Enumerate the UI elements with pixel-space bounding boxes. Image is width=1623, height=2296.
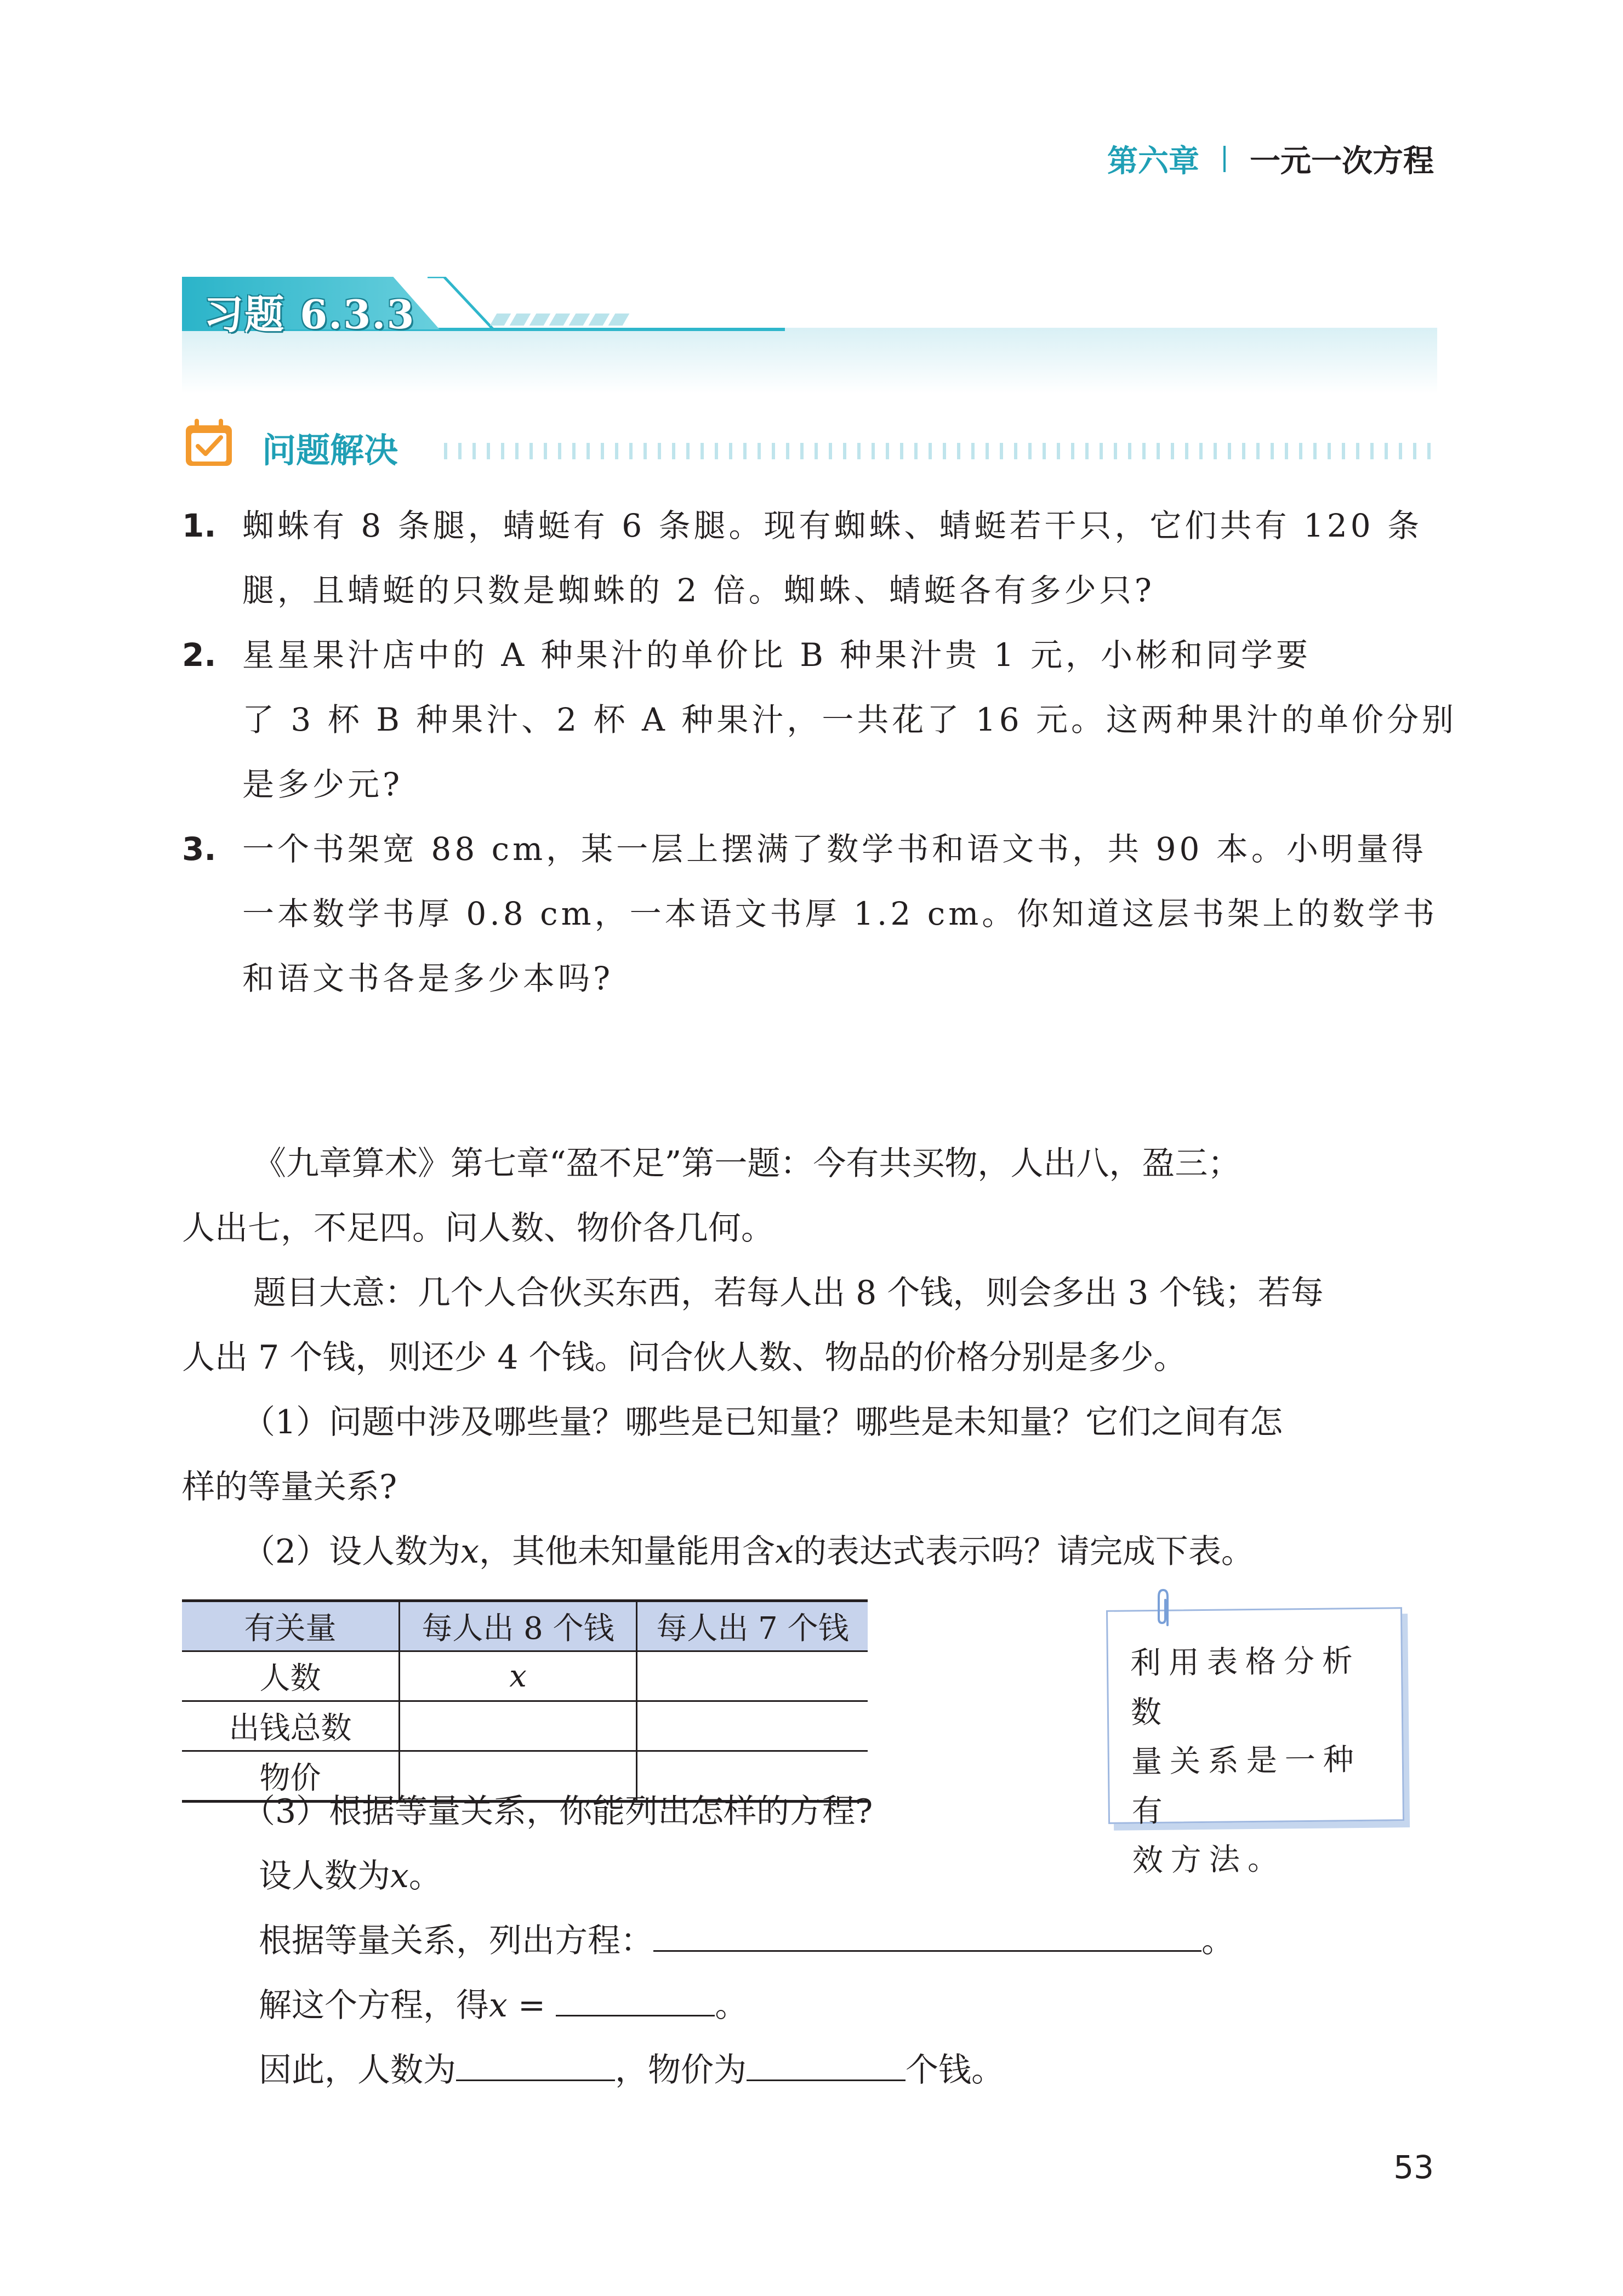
table-header-cell: 每人出 8 个钱 bbox=[400, 1601, 637, 1651]
solution-text: ，物价为 bbox=[615, 2051, 747, 2089]
variable-x: x bbox=[489, 1986, 508, 2025]
tip-note-line: 效方法。 bbox=[1132, 1841, 1286, 1879]
solution-text: 设人数为 bbox=[259, 1857, 390, 1895]
table-row bbox=[182, 1701, 868, 1751]
chapter-number: 第六章 bbox=[1107, 144, 1199, 179]
exercise-line: 一个书架宽 88 cm，某一层上摆满了数学书和语文书，共 90 本。小明量得 bbox=[242, 830, 1427, 868]
question-1a: （1）问题中涉及哪些量？哪些是已知量？哪些是未知量？它们之间有怎 bbox=[242, 1403, 1283, 1442]
section-rule bbox=[444, 443, 1437, 459]
reading-paragraph-1a: 《九章算术》第七章“盈不足”第一题：今有共买物，人出八，盈三； bbox=[253, 1144, 1241, 1183]
exercise-number: 2. bbox=[182, 636, 217, 674]
page-number: 53 bbox=[1393, 2149, 1434, 2186]
variable-x: x bbox=[775, 1532, 794, 1571]
variable-x: x bbox=[390, 1857, 409, 1895]
header-divider bbox=[1223, 146, 1226, 172]
tip-note-line: 利用表格分析数 bbox=[1130, 1643, 1361, 1731]
paperclip-icon bbox=[1151, 1587, 1178, 1631]
exercise-line: 一本数学书厚 0.8 cm，一本语文书厚 1.2 cm。你知道这层书架上的数学书 bbox=[242, 895, 1438, 932]
exercise-line: 了 3 杯 B 种果汁、2 杯 A 种果汁，一共花了 16 元。这两种果汁的单价分别 bbox=[242, 701, 1457, 738]
solution-step-3 bbox=[182, 1973, 1443, 2038]
exercise-3 bbox=[182, 817, 1437, 1011]
table-cell: 出钱总数 bbox=[182, 1701, 400, 1751]
section-title: 问题解决 bbox=[262, 430, 398, 470]
reading-paragraph-2b: 人出 7 个钱，则还少 4 个钱。问合伙人数、物品的价格分别是多少。 bbox=[182, 1338, 1187, 1377]
exercise-line: 星星果汁店中的 A 种果汁的单价比 B 种果汁贵 1 元，小彬和同学要 bbox=[242, 636, 1312, 674]
exercise-1 bbox=[182, 493, 1437, 623]
table-header-row bbox=[182, 1601, 868, 1651]
tip-note-line: 量关系是一种有 bbox=[1131, 1741, 1362, 1830]
question-2-text: ，其他未知量能用含 bbox=[479, 1532, 776, 1571]
quantity-table bbox=[182, 1599, 868, 1803]
exercise-line: 和语文书各是多少本吗? bbox=[242, 960, 614, 997]
solution-text: 因此，人数为 bbox=[259, 2051, 456, 2089]
reading-paragraph-2a: 题目大意：几个人合伙买东西，若每人出 8 个钱，则会多出 3 个钱；若每 bbox=[253, 1274, 1324, 1312]
solution-text: 。 bbox=[408, 1857, 442, 1895]
variable-x: x bbox=[460, 1532, 480, 1571]
question-3: （3）根据等量关系，你能列出怎样的方程? bbox=[242, 1792, 873, 1831]
table-cell: x bbox=[400, 1651, 637, 1701]
table-cell: 人数 bbox=[182, 1651, 400, 1701]
exercise-line: 蜘蛛有 8 条腿，蜻蜓有 6 条腿。现有蜘蛛、蜻蜓若干只，它们共有 120 条 bbox=[242, 507, 1423, 544]
solution-step-4 bbox=[182, 2038, 1443, 2103]
solution-blank[interactable] bbox=[556, 1976, 715, 2016]
table-cell-blank[interactable] bbox=[637, 1701, 868, 1751]
price-blank[interactable] bbox=[747, 2041, 906, 2081]
checklist-icon bbox=[184, 418, 234, 468]
exercise-number: 1. bbox=[182, 507, 217, 544]
equation-blank[interactable] bbox=[653, 1912, 1201, 1952]
people-count-blank[interactable] bbox=[456, 2041, 615, 2081]
exercise-line: 腿，且蜻蜓的只数是蜘蛛的 2 倍。蜘蛛、蜻蜓各有多少只? bbox=[242, 572, 1155, 609]
table-header-cell: 有关量 bbox=[182, 1601, 400, 1651]
exercise-number: 3. bbox=[182, 830, 217, 868]
solution-text: 根据等量关系，列出方程： bbox=[259, 1922, 653, 1960]
running-header bbox=[1107, 137, 1434, 181]
solution-text: = bbox=[507, 1986, 556, 2025]
solution-text: 。 bbox=[1201, 1922, 1234, 1960]
table-cell: 物价 bbox=[182, 1751, 400, 1802]
table-row bbox=[182, 1651, 868, 1701]
table-cell-blank[interactable] bbox=[637, 1651, 868, 1701]
solution-step-1 bbox=[182, 1844, 1443, 1908]
exercise-2 bbox=[182, 623, 1457, 817]
banner-decoration bbox=[493, 314, 626, 326]
solution-text: 个钱。 bbox=[906, 2051, 1004, 2089]
question-2 bbox=[182, 1519, 1443, 1584]
solution-text: 。 bbox=[715, 1986, 748, 2025]
question-2-text: 的表达式表示吗？请完成下表。 bbox=[793, 1532, 1254, 1571]
question-1b: 样的等量关系? bbox=[182, 1468, 397, 1506]
table-cell-blank[interactable] bbox=[400, 1701, 637, 1751]
solution-step-2 bbox=[182, 1908, 1443, 1973]
reading-paragraph-1b: 人出七，不足四。问人数、物价各几何。 bbox=[182, 1209, 774, 1247]
exercise-line: 是多少元? bbox=[242, 766, 403, 803]
exercise-banner-title: 习题 6.3.3 bbox=[204, 291, 415, 338]
table-header-cell: 每人出 7 个钱 bbox=[637, 1601, 868, 1651]
question-2-text: （2）设人数为 bbox=[242, 1532, 461, 1571]
solution-text: 解这个方程，得 bbox=[259, 1986, 489, 2025]
chapter-title: 一元一次方程 bbox=[1250, 144, 1434, 179]
